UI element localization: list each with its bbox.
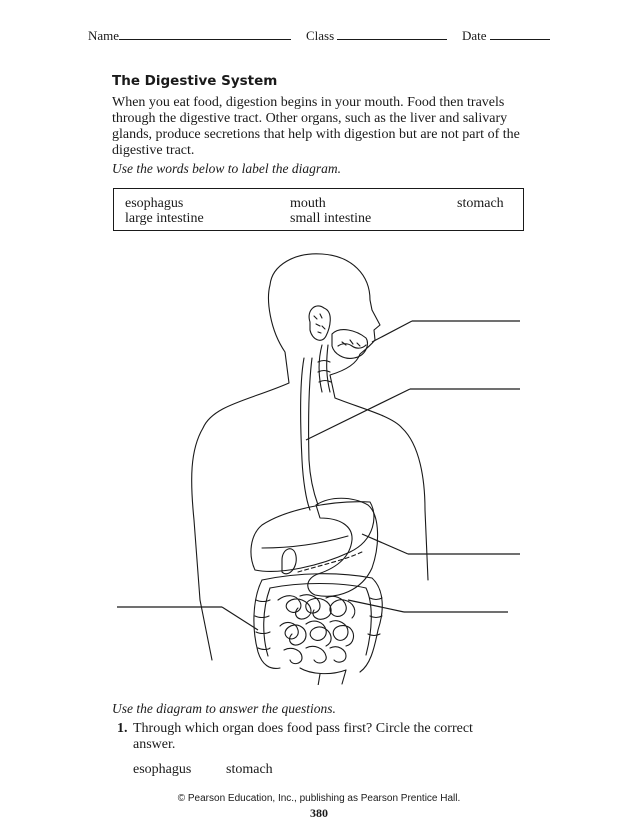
copyright-footer: © Pearson Education, Inc., publishing as Pearson Prentice Hall. [177, 793, 461, 804]
label-line-small-intestine-pointer [348, 600, 404, 612]
label-line-esophagus-pointer [306, 389, 410, 440]
label-instruction: Use the words below to label the diagram. [112, 161, 341, 176]
question-instruction: Use the diagram to answer the questions. [112, 701, 336, 716]
word-mouth: mouth [290, 196, 326, 211]
name-blank[interactable] [119, 27, 291, 40]
digestive-system-diagram [0, 240, 638, 685]
stomach-organ [308, 498, 378, 596]
word-stomach: stomach [457, 196, 504, 211]
large-intestine-organ [254, 574, 382, 672]
word-large-intestine: large intestine [125, 211, 204, 226]
page-number: 380 [310, 806, 328, 820]
date-field [462, 27, 550, 44]
body-outline [192, 254, 428, 660]
class-blank[interactable] [337, 27, 447, 40]
intro-paragraph: When you eat food, digestion begins in your mouth. Food then travels through the digestive tract. Other organs, such as the liver and salivary glands, produce secretions that help with digestion but are not part of the digestive tract. [112, 95, 520, 158]
salivary-gland [309, 306, 330, 340]
word-esophagus: esophagus [125, 196, 184, 211]
date-blank[interactable] [490, 27, 550, 40]
small-intestine-organ [278, 595, 355, 664]
label-line-mouth-pointer [372, 321, 412, 342]
date-label: Date [462, 28, 487, 43]
name-label: Name [88, 28, 120, 43]
word-bank [113, 188, 524, 231]
name-field [88, 27, 291, 44]
word-small-intestine: small intestine [290, 211, 372, 226]
label-line-stomach-pointer [362, 534, 408, 554]
label-line-large-intestine-pointer [222, 607, 258, 630]
class-field [306, 27, 447, 44]
answer-choice-esophagus[interactable]: esophagus [133, 762, 192, 777]
question-text: Through which organ does food pass first? Circle the correct answer. [133, 721, 473, 752]
class-label: Class [306, 28, 335, 43]
mouth-cavity [332, 330, 368, 359]
esophagus-tube [301, 358, 318, 510]
worksheet-title: The Digestive System [112, 73, 278, 89]
question-number: 1. [117, 721, 128, 736]
liver [251, 502, 374, 572]
answer-choice-stomach[interactable]: stomach [226, 762, 273, 777]
